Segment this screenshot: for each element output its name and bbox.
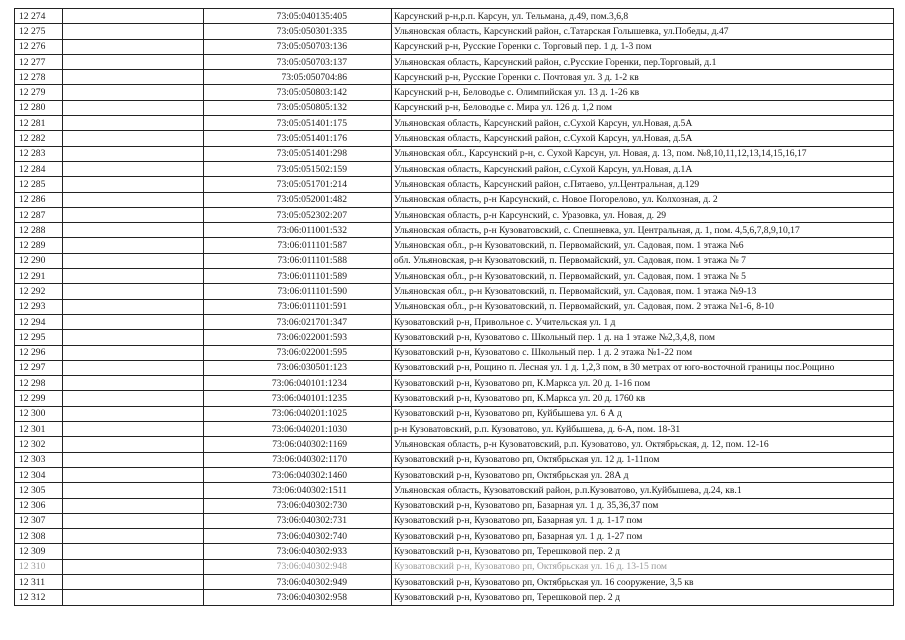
address: р-н Кузоватовский, р.п. Кузоватово, ул. Куйбышева, д. 6-А, пом. 18-31 xyxy=(392,422,894,437)
address: Ульяновская область, Карсунский район, с.Сухой Карсун, ул.Новая, д.1А xyxy=(392,161,894,176)
address: Ульяновская область, р-н Кузоватовский, с. Спешневка, ул. Центральная, д. 1, пом. 4,5,6,7,8,9,10,17 xyxy=(392,223,894,238)
empty-cell xyxy=(63,314,204,329)
empty-cell xyxy=(63,100,204,115)
address: Ульяновская обл., Карсунский р-н, с. Сухой Карсун, ул. Новая, д. 13, пом. №8,10,11,12,13,14,15,16,17 xyxy=(392,146,894,161)
row-number: 12 297 xyxy=(15,360,63,375)
row-number: 12 291 xyxy=(15,269,63,284)
empty-cell xyxy=(63,345,204,360)
address: Ульяновская область, Карсунский район, с.Сухой Карсун, ул.Новая, д.5А xyxy=(392,116,894,131)
row-number: 12 282 xyxy=(15,131,63,146)
cadastral-number: 73:05:050301:335 xyxy=(204,24,392,39)
address: Кузоватовский р-н, Кузоватово рп, Октябрьская ул. 12 д. 1-11пом xyxy=(392,452,894,467)
address: обл. Ульяновская, р-н Кузоватовский, п. Первомайский, ул. Садовая, пом. 1 этажа № 7 xyxy=(392,253,894,268)
empty-cell xyxy=(63,574,204,589)
row-number: 12 274 xyxy=(15,9,63,24)
empty-cell xyxy=(63,9,204,24)
cadastral-number: 73:05:051502:159 xyxy=(204,161,392,176)
empty-cell xyxy=(63,177,204,192)
empty-cell xyxy=(63,422,204,437)
table-row xyxy=(15,284,894,299)
table-row xyxy=(15,452,894,467)
cadastral-number: 73:06:021701:347 xyxy=(204,314,392,329)
cadastral-number: 73:05:051401:175 xyxy=(204,116,392,131)
address: Кузоватовский р-н, Кузоватово рп, Терешковой пер. 2 д xyxy=(392,544,894,559)
table-row xyxy=(15,253,894,268)
table-row xyxy=(15,207,894,222)
cadastral-number: 73:06:040302:1169 xyxy=(204,437,392,452)
cadastral-number: 73:06:011001:532 xyxy=(204,223,392,238)
cadastral-number: 73:06:040302:948 xyxy=(204,559,392,574)
address: Ульяновская обл., р-н Кузоватовский, п. Первомайский, ул. Садовая, пом. 2 этажа №1-6, 8-10 xyxy=(392,299,894,314)
cadastral-number: 73:06:011101:591 xyxy=(204,299,392,314)
table-row xyxy=(15,24,894,39)
table-row xyxy=(15,54,894,69)
address: Кузоватовский р-н, Кузоватово с. Школьный пер. 1 д. 2 этажа №1-22 пом xyxy=(392,345,894,360)
address: Кузоватовский р-н, Кузоватово рп, К.Маркса ул. 20 д. 1760 кв xyxy=(392,391,894,406)
address: Кузоватовский р-н, Привольное с. Учительская ул. 1 д xyxy=(392,314,894,329)
empty-cell xyxy=(63,161,204,176)
empty-cell xyxy=(63,391,204,406)
address: Кузоватовский р-н, Кузоватово с. Школьный пер. 1 д. на 1 этаже №2,3,4,8, пом xyxy=(392,330,894,345)
table-row xyxy=(15,70,894,85)
cadastral-number: 73:06:040201:1025 xyxy=(204,406,392,421)
empty-cell xyxy=(63,253,204,268)
empty-cell xyxy=(63,376,204,391)
row-number: 12 299 xyxy=(15,391,63,406)
address: Ульяновская область, р-н Кузоватовский, р.п. Кузоватово, ул. Октябрьская, д. 12, пом. 12-16 xyxy=(392,437,894,452)
empty-cell xyxy=(63,360,204,375)
cadastral-number: 73:06:040302:949 xyxy=(204,574,392,589)
address: Кузоватовский р-н, Кузоватово рп, Октябрьская ул. 16 сооружение, 3,5 кв xyxy=(392,574,894,589)
table-row xyxy=(15,223,894,238)
table-row xyxy=(15,483,894,498)
address: Кузоватовский р-н, Кузоватово рп, Октябрьская ул. 28А д xyxy=(392,467,894,482)
empty-cell xyxy=(63,54,204,69)
address: Ульяновская область, р-н Карсунский, с. Новое Погорелово, ул. Колхозная, д. 2 xyxy=(392,192,894,207)
row-number: 12 304 xyxy=(15,467,63,482)
address: Ульяновская обл., р-н Кузоватовский, п. Первомайский, ул. Садовая, пом. 1 этажа № 5 xyxy=(392,269,894,284)
address: Карсунский р-н,р.п. Карсун, ул. Тельмана, д.49, пом.3,6,8 xyxy=(392,9,894,24)
empty-cell xyxy=(63,437,204,452)
row-number: 12 288 xyxy=(15,223,63,238)
cadastral-number: 73:06:030501:123 xyxy=(204,360,392,375)
table-row xyxy=(15,529,894,544)
cadastral-number: 73:06:040101:1234 xyxy=(204,376,392,391)
empty-cell xyxy=(63,590,204,605)
row-number: 12 284 xyxy=(15,161,63,176)
table-row xyxy=(15,574,894,589)
address: Карсунский р-н, Беловодье с. Мира ул. 126 д. 1,2 пом xyxy=(392,100,894,115)
empty-cell xyxy=(63,284,204,299)
cadastral-number: 73:05:052001:482 xyxy=(204,192,392,207)
address: Ульяновская область, Карсунский район, с.Сухой Карсун, ул.Новая, д.5А xyxy=(392,131,894,146)
table-row xyxy=(15,467,894,482)
cadastral-number: 73:05:050805:132 xyxy=(204,100,392,115)
cadastral-number: 73:05:050803:142 xyxy=(204,85,392,100)
row-number: 12 287 xyxy=(15,207,63,222)
row-number: 12 279 xyxy=(15,85,63,100)
row-number: 12 277 xyxy=(15,54,63,69)
table-row xyxy=(15,422,894,437)
row-number: 12 303 xyxy=(15,452,63,467)
row-number: 12 298 xyxy=(15,376,63,391)
cadastral-number: 73:06:040302:1511 xyxy=(204,483,392,498)
registry-rows xyxy=(15,9,894,606)
empty-cell xyxy=(63,299,204,314)
table-row xyxy=(15,9,894,24)
row-number: 12 308 xyxy=(15,529,63,544)
empty-cell xyxy=(63,269,204,284)
table-row xyxy=(15,192,894,207)
empty-cell xyxy=(63,529,204,544)
row-number: 12 293 xyxy=(15,299,63,314)
table-row xyxy=(15,116,894,131)
empty-cell xyxy=(63,406,204,421)
table-row xyxy=(15,269,894,284)
address: Ульяновская область, Карсунский район, с.Пятаево, ул.Центральная, д.129 xyxy=(392,177,894,192)
cadastral-number: 73:06:011101:589 xyxy=(204,269,392,284)
cadastral-number: 73:06:040201:1030 xyxy=(204,422,392,437)
table-row xyxy=(15,513,894,528)
row-number: 12 302 xyxy=(15,437,63,452)
address: Ульяновская обл., р-н Кузоватовский, п. Первомайский, ул. Садовая, пом. 1 этажа №9-13 xyxy=(392,284,894,299)
empty-cell xyxy=(63,467,204,482)
empty-cell xyxy=(63,544,204,559)
empty-cell xyxy=(63,146,204,161)
address: Ульяновская область, р-н Карсунский, с. Уразовка, ул. Новая, д. 29 xyxy=(392,207,894,222)
cadastral-number: 73:06:040302:731 xyxy=(204,513,392,528)
row-number: 12 290 xyxy=(15,253,63,268)
empty-cell xyxy=(63,452,204,467)
address: Ульяновская область, Кузоватовский район, р.п.Кузоватово, ул.Куйбышева, д.24, кв.1 xyxy=(392,483,894,498)
address: Карсунский р-н, Русские Горенки с. Торговый пер. 1 д. 1-3 пом xyxy=(392,39,894,54)
empty-cell xyxy=(63,39,204,54)
cadastral-number: 73:05:052302:207 xyxy=(204,207,392,222)
address: Кузоватовский р-н, Кузоватово рп, Базарная ул. 1 д. 1-17 пом xyxy=(392,513,894,528)
empty-cell xyxy=(63,85,204,100)
cadastral-number: 73:06:040101:1235 xyxy=(204,391,392,406)
cadastral-number: 73:06:011101:588 xyxy=(204,253,392,268)
cadastral-number: 73:06:040302:1170 xyxy=(204,452,392,467)
table-row xyxy=(15,146,894,161)
row-number: 12 296 xyxy=(15,345,63,360)
cadastral-number: 73:05:040135:405 xyxy=(204,9,392,24)
row-number: 12 305 xyxy=(15,483,63,498)
empty-cell xyxy=(63,498,204,513)
table-row xyxy=(15,100,894,115)
row-number: 12 310 xyxy=(15,559,63,574)
cadastral-number: 73:06:022001:595 xyxy=(204,345,392,360)
table-row xyxy=(15,498,894,513)
table-row xyxy=(15,590,894,605)
cadastral-number: 73:06:040302:933 xyxy=(204,544,392,559)
row-number: 12 276 xyxy=(15,39,63,54)
table-row xyxy=(15,299,894,314)
address: Кузоватовский р-н, Кузоватово рп, К.Маркса ул. 20 д. 1-16 пом xyxy=(392,376,894,391)
row-number: 12 280 xyxy=(15,100,63,115)
row-number: 12 306 xyxy=(15,498,63,513)
row-number: 12 283 xyxy=(15,146,63,161)
cadastral-number: 73:06:040302:958 xyxy=(204,590,392,605)
cadastral-number: 73:06:040302:740 xyxy=(204,529,392,544)
row-number: 12 307 xyxy=(15,513,63,528)
empty-cell xyxy=(63,559,204,574)
table-row xyxy=(15,131,894,146)
cadastral-number: 73:05:050704:86 xyxy=(204,70,392,85)
empty-cell xyxy=(63,223,204,238)
address: Карсунский р-н, Беловодье с. Олимпийская ул. 13 д. 1-26 кв xyxy=(392,85,894,100)
table-row xyxy=(15,177,894,192)
row-number: 12 295 xyxy=(15,330,63,345)
table-row xyxy=(15,85,894,100)
row-number: 12 292 xyxy=(15,284,63,299)
row-number: 12 311 xyxy=(15,574,63,589)
empty-cell xyxy=(63,483,204,498)
address: Ульяновская обл., р-н Кузоватовский, п. Первомайский, ул. Садовая, пом. 1 этажа №6 xyxy=(392,238,894,253)
cadastral-number: 73:06:040302:1460 xyxy=(204,467,392,482)
cadastral-number: 73:06:040302:730 xyxy=(204,498,392,513)
table-row xyxy=(15,39,894,54)
row-number: 12 300 xyxy=(15,406,63,421)
address: Кузоватовский р-н, Кузоватово рп, Терешковой пер. 2 д xyxy=(392,590,894,605)
table-row xyxy=(15,376,894,391)
table-row xyxy=(15,345,894,360)
row-number: 12 286 xyxy=(15,192,63,207)
address: Ульяновская область, Карсунский район, с.Русские Горенки, пер.Торговый, д.1 xyxy=(392,54,894,69)
empty-cell xyxy=(63,131,204,146)
table-row xyxy=(15,161,894,176)
table-row xyxy=(15,391,894,406)
row-number: 12 289 xyxy=(15,238,63,253)
address: Ульяновская область, Карсунский район, с.Татарская Голышевка, ул.Победы, д.47 xyxy=(392,24,894,39)
row-number: 12 294 xyxy=(15,314,63,329)
empty-cell xyxy=(63,207,204,222)
table-row xyxy=(15,238,894,253)
empty-cell xyxy=(63,238,204,253)
address: Кузоватовский р-н, Рощино п. Лесная ул. 1 д. 1,2,3 пом, в 30 метрах от юго-восточной границы пос.Рощино xyxy=(392,360,894,375)
row-number: 12 285 xyxy=(15,177,63,192)
address: Кузоватовский р-н, Кузоватово рп, Октябрьская ул. 16 д. 13-15 пом xyxy=(392,559,894,574)
cadastral-number: 73:05:051701:214 xyxy=(204,177,392,192)
empty-cell xyxy=(63,513,204,528)
row-number: 12 281 xyxy=(15,116,63,131)
cadastral-number: 73:05:051401:176 xyxy=(204,131,392,146)
cadastral-number: 73:06:011101:587 xyxy=(204,238,392,253)
cadastral-number: 73:06:011101:590 xyxy=(204,284,392,299)
row-number: 12 312 xyxy=(15,590,63,605)
address: Карсунский р-н, Русские Горенки с. Почтовая ул. 3 д. 1-2 кв xyxy=(392,70,894,85)
cadastral-number: 73:05:051401:298 xyxy=(204,146,392,161)
table-row xyxy=(15,559,894,574)
empty-cell xyxy=(63,70,204,85)
empty-cell xyxy=(63,116,204,131)
row-number: 12 275 xyxy=(15,24,63,39)
table-row xyxy=(15,544,894,559)
empty-cell xyxy=(63,192,204,207)
row-number: 12 301 xyxy=(15,422,63,437)
cadastral-number: 73:05:050703:136 xyxy=(204,39,392,54)
address: Кузоватовский р-н, Кузоватово рп, Базарная ул. 1 д. 1-27 пом xyxy=(392,529,894,544)
empty-cell xyxy=(63,330,204,345)
table-row xyxy=(15,330,894,345)
row-number: 12 278 xyxy=(15,70,63,85)
address: Кузоватовский р-н, Кузоватово рп, Куйбышева ул. 6 А д xyxy=(392,406,894,421)
registry-table xyxy=(14,8,894,606)
table-row xyxy=(15,314,894,329)
table-row xyxy=(15,406,894,421)
row-number: 12 309 xyxy=(15,544,63,559)
cadastral-number: 73:06:022001:593 xyxy=(204,330,392,345)
empty-cell xyxy=(63,24,204,39)
table-row xyxy=(15,360,894,375)
cadastral-number: 73:05:050703:137 xyxy=(204,54,392,69)
address: Кузоватовский р-н, Кузоватово рп, Базарная ул. 1 д. 35,36,37 пом xyxy=(392,498,894,513)
table-row xyxy=(15,437,894,452)
